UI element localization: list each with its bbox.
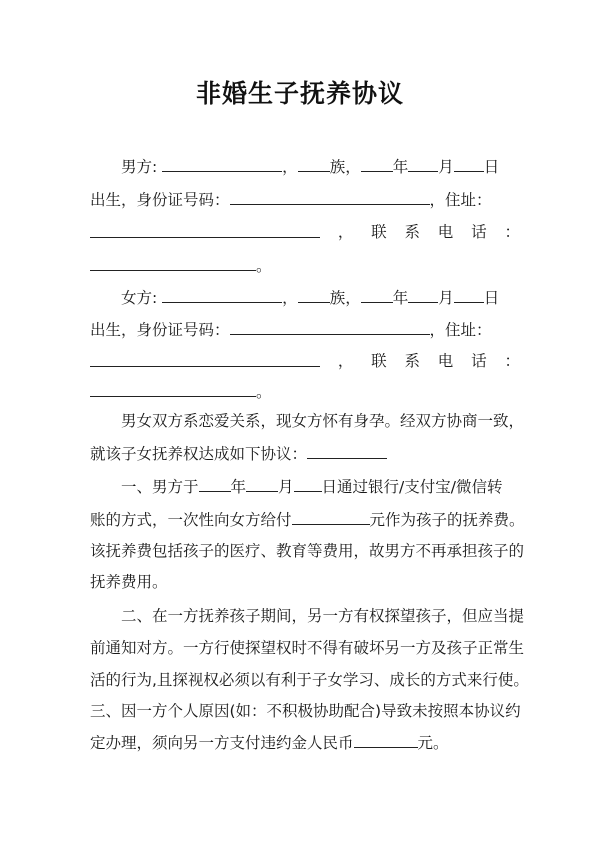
payment-year-blank[interactable] [199, 475, 231, 492]
female-line-3: ， 联 系 电 话 ： [90, 350, 520, 372]
clause3-line-2: 定办理，须向另一方支付违约金人民币 元。 [90, 731, 520, 754]
clause3-line-1: 三、因一方个人原因(如：不积极协助配合)导致未按照本协议约 [90, 702, 521, 720]
male-line-4: 。 [90, 254, 520, 277]
female-birth-year-blank[interactable] [361, 286, 393, 303]
female-line-4: 。 [90, 380, 520, 403]
female-birth-day-blank[interactable] [454, 286, 484, 303]
intro-line-2: 就该子女抚养权达成如下协议： [90, 442, 520, 465]
female-line-1: 女方: ， 族， 年 月 日 [121, 286, 521, 309]
male-line-1: 男方: ， 族， 年 月 日 [121, 155, 521, 178]
female-ethnicity-blank[interactable] [298, 286, 330, 303]
male-label: 男方: [121, 158, 158, 176]
payment-day-blank[interactable] [294, 475, 322, 492]
support-amount-blank[interactable] [292, 508, 370, 525]
female-id-number-blank[interactable] [230, 318, 430, 335]
female-address-blank[interactable] [90, 350, 320, 367]
female-phone-blank[interactable] [90, 380, 256, 397]
clause1-line-3: 该抚养费包括孩子的医疗、教育等费用，故男方不再承担孩子的 [90, 542, 525, 560]
male-birth-month-blank[interactable] [408, 155, 438, 172]
payment-month-blank[interactable] [246, 475, 278, 492]
clause2-line-2: 前通知对方。一方行使探望权时不得有破坏另一方及孩子正常生 [90, 639, 525, 657]
male-id-number-blank[interactable] [230, 188, 430, 205]
female-label: 女方: [121, 289, 158, 307]
clause2-line-3: 活的行为,且探视权必须以有利于子女学习、成长的方式来行使。 [90, 671, 529, 689]
clause1-line-1: 一、男方于 年 月 日通过银行/支付宝/微信转 [121, 475, 521, 498]
intro-line-1: 男女双方系恋爱关系，现女方怀有身孕。经双方协商一致， [121, 412, 525, 430]
clause1-line-2: 账的方式，一次性向女方给付 元作为孩子的抚养费。 [90, 508, 520, 531]
female-name-blank[interactable] [162, 286, 282, 303]
male-ethnicity-blank[interactable] [298, 155, 330, 172]
clause1-line-4: 抚养费用。 [90, 573, 168, 591]
document-title: 非婚生子抚养协议 [195, 79, 404, 108]
male-birth-year-blank[interactable] [361, 155, 393, 172]
penalty-amount-blank[interactable] [354, 731, 418, 748]
male-phone-blank[interactable] [90, 254, 256, 271]
male-line-2: 出生，身份证号码： ，住址： [90, 188, 520, 211]
clause2-line-1: 二、在一方抚养孩子期间，另一方有权探望孩子，但应当提 [121, 607, 525, 625]
male-address-blank[interactable] [90, 221, 320, 238]
female-line-2: 出生，身份证号码： ，住址： [90, 318, 520, 341]
male-birth-day-blank[interactable] [454, 155, 484, 172]
male-line-3: ， 联 系 电 话 ： [90, 221, 520, 243]
female-birth-month-blank[interactable] [408, 286, 438, 303]
intro-blank[interactable] [307, 442, 387, 459]
male-name-blank[interactable] [162, 155, 282, 172]
